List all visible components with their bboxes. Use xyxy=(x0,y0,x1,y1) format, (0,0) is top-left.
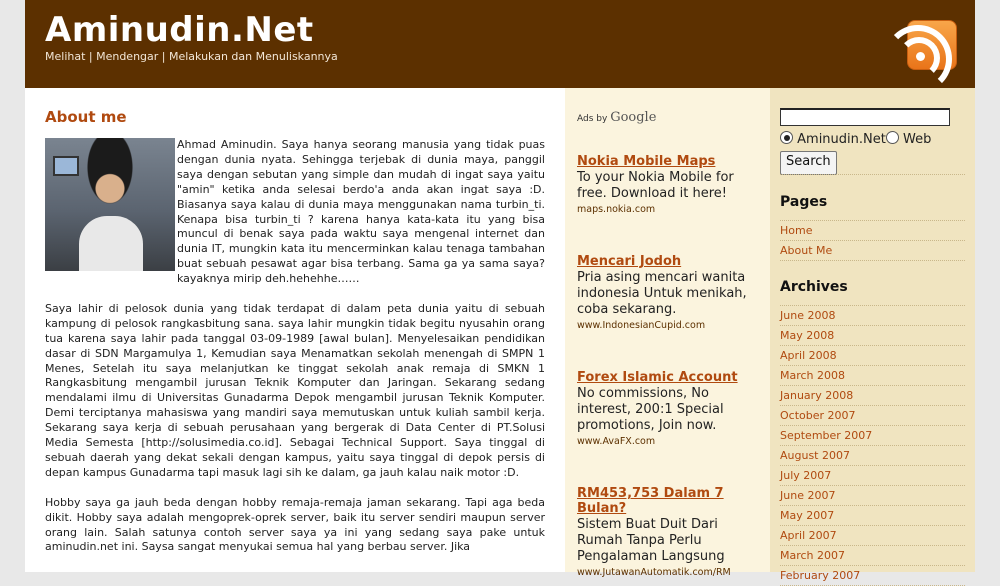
archive-link[interactable]: August 2007 xyxy=(780,446,965,466)
search-input[interactable] xyxy=(780,108,950,126)
radio-site-label[interactable]: Aminudin.Net xyxy=(797,132,886,147)
ad-url-link[interactable]: www.IndonesianCupid.com xyxy=(577,320,706,331)
archives-heading: Archives xyxy=(780,279,848,295)
site-title[interactable]: Aminudin.Net xyxy=(45,10,314,50)
ad-text: Pria asing mencari wanita indonesia Untuk menikah, coba sekarang. xyxy=(577,270,747,317)
ad-item xyxy=(577,370,752,447)
archive-link[interactable]: October 2007 xyxy=(780,406,965,426)
ad-url-link[interactable]: www.AvaFX.com xyxy=(577,436,656,447)
archive-link[interactable]: April 2007 xyxy=(780,526,965,546)
about-paragraph: Saya lahir di pelosok dunia yang tidak terdapat di dalam peta dunia yaitu di sebuah kampung di pelosok rangkasbitung sana. saya lahir mungkin tidak begitu nyusahin orang tua karena saya lahir pada tanggal 03-09-1989 [awal bulan]. Menyelesaikan pendidikan dasar di SDN Margamulya 1, Kemudian saya Menamatkan sekolah menengah di SMPN 1 Menes, Setelah itu saya melanjutkan ke tinggat sekolah anak remaja di SMKN 1 Rangkasbitung mengambil jurusan Teknik Komputer dan Jaringan. Sekarang sedang mendalami ilmu di Universitas Gunadarma Depok mengambil jurusan Teknik Komputer. Demi terciptanya mahasiswa yang mandiri saya memutuskan untuk kuliah sambil kerja. Sekarang saya kerja di sebuah perusahaan yang bergerak di Data Center di PT.Solusi Media Semesta [http://solusimedia.co.id]. Sebagai Technical Support. Saya tinggal di sebuah daerah yang dekat sekali dengan kampus, yaitu saya tinggal di depok persis di depan kampus Gunadarma tapi masuk lagi sih ke dalam, ga jauh kalau naik motor :D. xyxy=(45,301,545,479)
ad-item xyxy=(577,486,752,578)
ads-by-google-label[interactable]: Ads by Google xyxy=(577,110,657,125)
archive-link[interactable]: July 2007 xyxy=(780,466,965,486)
about-paragraph: Ahmad Aminudin. Saya hanya seorang manusia yang tidak puas dengan dunia nyata. Sehingga terjebak di dunia maya, panggil saya dengan sebutan yang simple dan mudah di ingat saya yaitu "amin" ketika anda selesai berdo'a anda akan ingat saya :D. Biasanya saya kalau di dunia maya menggunakan nama turbin_ti. Kenapa bisa turbin_ti ? karena hanya kata-kata itu yang bisa muncul di benak saya pada waktu saya mengenal internet dan dunia IT, mungkin kata itu mencerminkan kalau tenaga tambahan buat sebuah pesawat agar bisa terbang. Sama ga ya sama saya? kayaknya mirip deh.hehehhe…… xyxy=(45,138,545,287)
author-photo xyxy=(45,138,175,271)
about-paragraph: Hobby saya ga jauh beda dengan hobby remaja-remaja jaman sekarang. Tapi aga beda dikit. Hobby saya adalah mengoprek-oprek server, baik itu server sendiri maupun server orang lain. Salah satunya contoh server saya ya ini yang sedang saya pake untuk aminudin.net ini. Saysa sangat menyukai semua hal yang berbau server. Jika xyxy=(45,495,545,554)
ad-url-link[interactable]: maps.nokia.com xyxy=(577,204,656,215)
archive-link[interactable]: March 2007 xyxy=(780,546,965,566)
archive-link[interactable]: June 2008 xyxy=(780,306,965,326)
ad-item xyxy=(577,154,752,215)
search-scope xyxy=(780,131,931,147)
archive-link[interactable]: May 2007 xyxy=(780,506,965,526)
pages-heading: Pages xyxy=(780,194,828,210)
radio-web-label[interactable]: Web xyxy=(902,132,932,147)
divider xyxy=(780,174,965,175)
archive-link[interactable]: April 2008 xyxy=(780,346,965,366)
archive-link[interactable]: May 2008 xyxy=(780,326,965,346)
search-button[interactable]: Search xyxy=(780,151,837,175)
ad-text: Sistem Buat Duit Dari Rumah Tanpa Perlu Pengalaman Langsung xyxy=(577,517,725,564)
page xyxy=(25,0,975,582)
site-header xyxy=(25,0,975,88)
ad-text: To your Nokia Mobile for free. Download it here! xyxy=(577,170,734,201)
archive-link[interactable]: June 2007 xyxy=(780,486,965,506)
ad-title-link[interactable]: Forex Islamic Account xyxy=(577,370,738,385)
site-tagline: Melihat | Mendengar | Melakukan dan Menuliskannya xyxy=(45,50,338,63)
archives-list xyxy=(780,305,965,586)
about-body xyxy=(45,138,545,570)
page-title: About me xyxy=(45,108,127,126)
radio-web[interactable] xyxy=(886,131,899,144)
page-link[interactable]: Home xyxy=(780,221,965,241)
ad-title-link[interactable]: RM453,753 Dalam 7 Bulan? xyxy=(577,486,724,516)
rss-feed-icon[interactable] xyxy=(907,20,957,70)
radio-site[interactable] xyxy=(780,131,793,144)
ad-title-link[interactable]: Mencari Jodoh xyxy=(577,254,682,269)
sidebar xyxy=(770,88,975,582)
ad-url-link[interactable]: www.JutawanAutomatik.com/RM xyxy=(577,567,731,578)
archive-link[interactable]: September 2007 xyxy=(780,426,965,446)
page-link[interactable]: About Me xyxy=(780,241,965,261)
archive-link[interactable]: March 2008 xyxy=(780,366,965,386)
archive-link[interactable]: February 2007 xyxy=(780,566,965,586)
ad-text: No commissions, No interest, 200:1 Special promotions, Join now. xyxy=(577,386,724,433)
ad-title-link[interactable]: Nokia Mobile Maps xyxy=(577,154,716,169)
pages-list xyxy=(780,220,965,261)
ad-item xyxy=(577,254,752,331)
archive-link[interactable]: January 2008 xyxy=(780,386,965,406)
ads-column xyxy=(565,88,770,578)
main-content xyxy=(25,88,565,572)
